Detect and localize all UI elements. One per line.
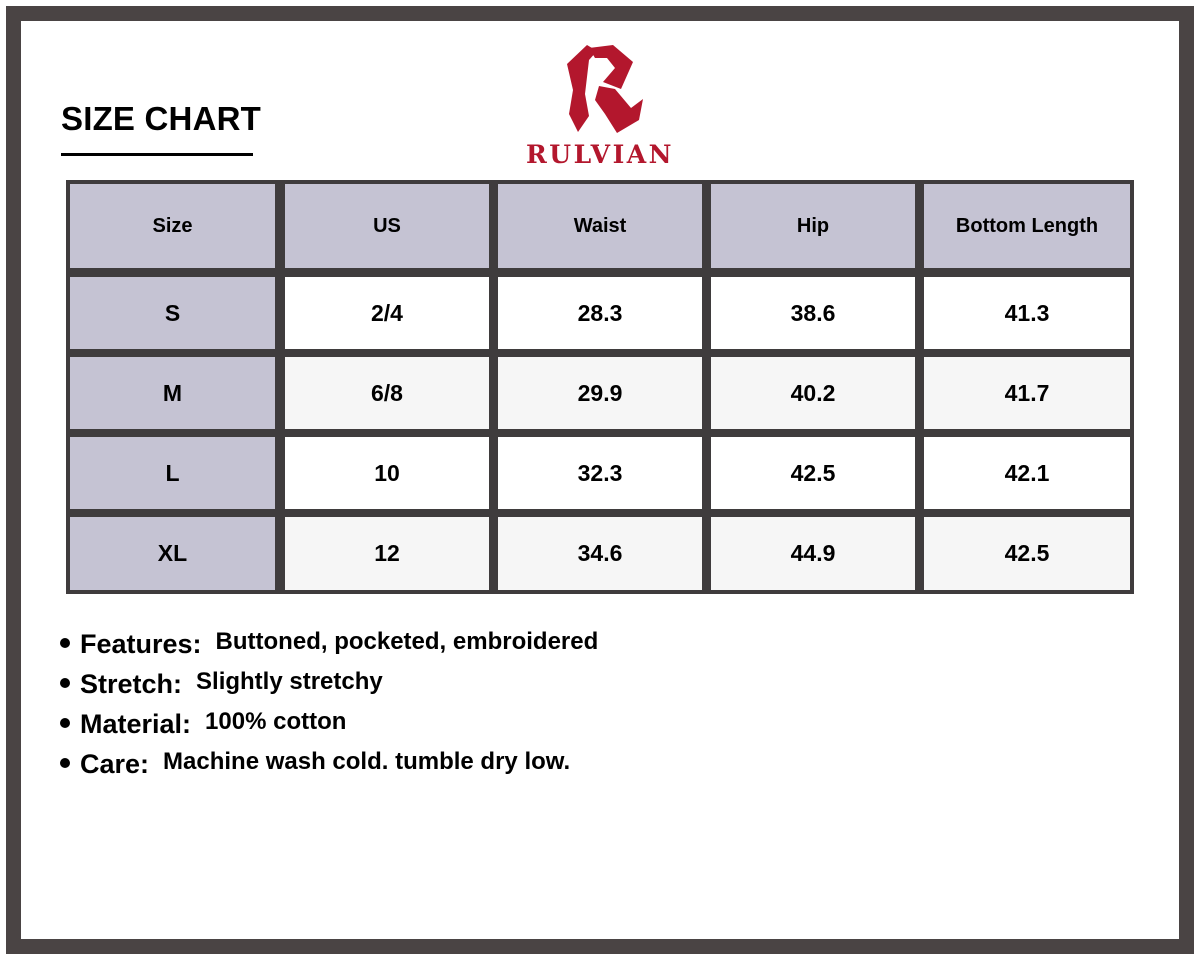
- table-cell: 42.5: [924, 517, 1130, 590]
- detail-value: 100% cotton: [205, 708, 347, 735]
- table-cell: 29.9: [498, 357, 702, 429]
- column-header: Waist: [498, 184, 702, 268]
- column-header: Size: [70, 184, 275, 268]
- table-cell: 41.3: [924, 277, 1130, 349]
- detail-label: Features:: [80, 628, 202, 659]
- table-cell: 12: [285, 517, 489, 590]
- size-label-cell: M: [70, 357, 275, 429]
- bullet-icon: [60, 758, 70, 768]
- detail-item: [60, 664, 598, 704]
- brand-logo: [510, 42, 690, 167]
- detail-value: Buttoned, pocketed, embroidered: [215, 628, 599, 655]
- bullet-icon: [60, 678, 70, 688]
- size-chart-table: [66, 180, 1134, 594]
- size-label-cell: S: [70, 277, 275, 349]
- size-label-cell: L: [70, 437, 275, 509]
- table-cell: 34.6: [498, 517, 702, 590]
- table-cell: 44.9: [711, 517, 915, 590]
- table-cell: 10: [285, 437, 489, 509]
- table-cell: 40.2: [711, 357, 915, 429]
- table-cell: 38.6: [711, 277, 915, 349]
- table-cell: 41.7: [924, 357, 1130, 429]
- brand-name: RULVIAN: [525, 140, 675, 169]
- table-cell: 2/4: [285, 277, 489, 349]
- stylized-r-monogram-icon: [555, 42, 645, 137]
- detail-label: Care:: [80, 748, 150, 779]
- table-cell: 6/8: [285, 357, 489, 429]
- detail-label: Material:: [80, 708, 192, 739]
- detail-item: [60, 704, 598, 744]
- table-cell: 32.3: [498, 437, 702, 509]
- product-details-list: [60, 624, 598, 784]
- table-cell: 28.3: [498, 277, 702, 349]
- detail-item: [60, 624, 598, 664]
- table-cell: 42.5: [711, 437, 915, 509]
- bullet-icon: [60, 638, 70, 648]
- size-label-cell: XL: [70, 517, 275, 590]
- detail-item: [60, 744, 598, 784]
- detail-label: Stretch:: [80, 668, 183, 699]
- title-underline: [61, 153, 253, 156]
- detail-value: Slightly stretchy: [196, 668, 383, 695]
- column-header: US: [285, 184, 489, 268]
- page-title: SIZE CHART: [61, 100, 261, 137]
- column-header: Bottom Length: [924, 184, 1130, 268]
- table-cell: 42.1: [924, 437, 1130, 509]
- column-header: Hip: [711, 184, 915, 268]
- bullet-icon: [60, 718, 70, 728]
- detail-value: Machine wash cold. tumble dry low.: [163, 748, 571, 775]
